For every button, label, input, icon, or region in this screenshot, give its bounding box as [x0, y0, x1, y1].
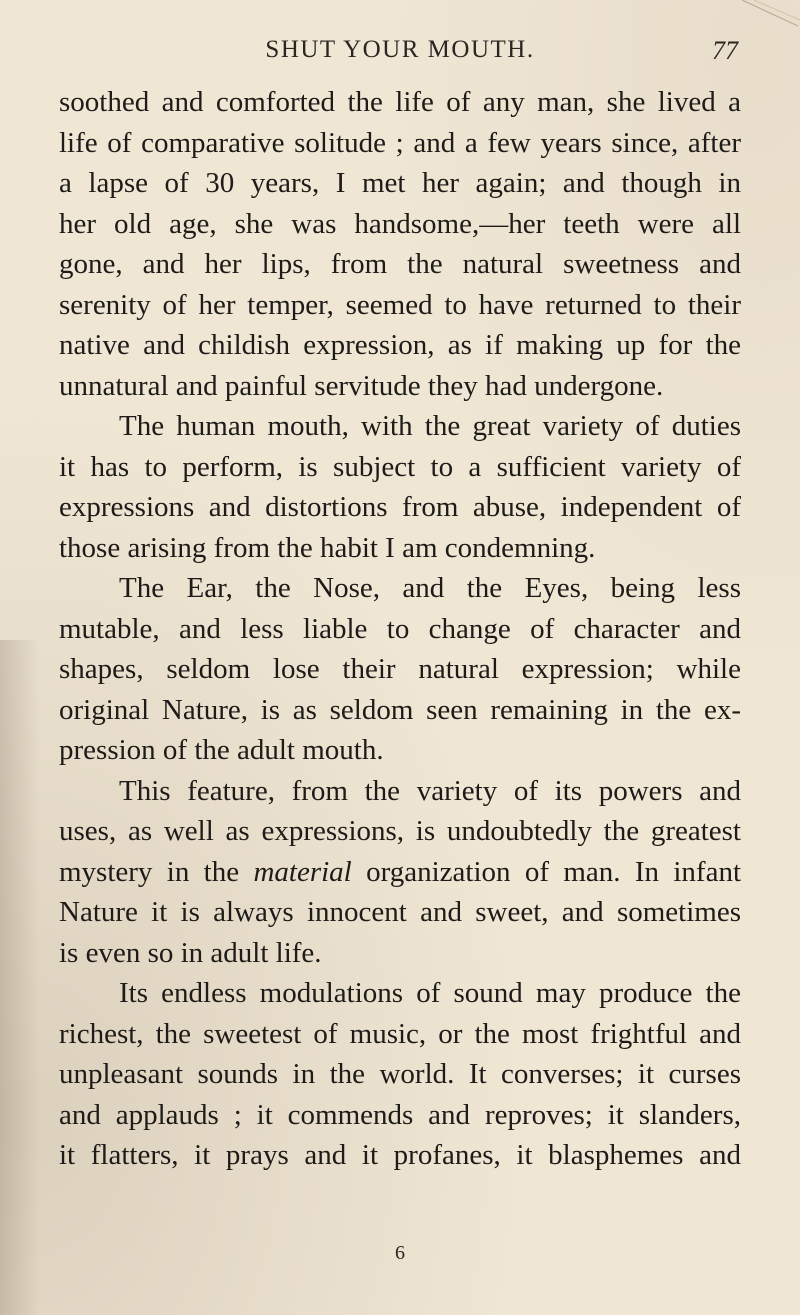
text-line: uses, as well as expressions, is undoubtedly the greatest [59, 815, 741, 847]
text-line: expressions and distortions from abuse, independent of [59, 491, 741, 523]
signature-mark: 6 [395, 1242, 405, 1264]
text-line: gone, and her lips, from the natural sweetness and [59, 248, 741, 280]
text-line: This feature, from the variety of its powers and [119, 774, 741, 807]
text-line: The human mouth, with the great variety of duties [119, 410, 741, 442]
text-line: richest, the sweetest of music, or the most frightful and [59, 1017, 741, 1050]
text-line: unnatural and painful servitude they had undergone. [59, 369, 664, 402]
page-corner-fold [740, 0, 800, 30]
page-number: 77 [712, 36, 738, 65]
text-line: Nature it is always innocent and sweet, and sometimes [59, 896, 741, 928]
text-line: unpleasant sounds in the world. It converses; it curses [59, 1058, 741, 1090]
text-segment: mystery in the [59, 855, 254, 888]
text-line: Its endless modulations of sound may produce the [119, 977, 741, 1009]
text-line: and applauds ; it commends and reproves; it slanders, [59, 1098, 741, 1131]
text-line: soothed and comforted the life of any man, she lived a [59, 86, 741, 118]
page-edge-shadow [0, 640, 40, 1315]
italic-word: material [253, 855, 352, 888]
text-line [59, 852, 741, 893]
text-line: is even so in adult life. [59, 936, 322, 969]
text-line: it flatters, it prays and it profanes, it blasphemes and [59, 1139, 741, 1171]
text-line: native and childish expression, as if making up for the [59, 329, 741, 361]
text-line: it has to perform, is subject to a sufficient variety of [59, 450, 741, 483]
text-line: pression of the adult mouth. [59, 734, 384, 766]
body-text [59, 82, 741, 1176]
running-head [0, 36, 800, 72]
text-line: The Ear, the Nose, and the Eyes, being less [119, 572, 741, 604]
running-title: SHUT YOUR MOUTH. [265, 36, 535, 63]
text-line: mutable, and less liable to change of character and [59, 612, 741, 645]
text-line: life of comparative solitude ; and a few years since, after [59, 126, 741, 159]
text-line: shapes, seldom lose their natural expression; while [59, 653, 741, 685]
text-segment: organization of man. In infant [351, 855, 741, 888]
text-line: those arising from the habit I am condemning. [59, 531, 596, 564]
text-line: original Nature, is as seldom seen remaining in the ex- [59, 693, 741, 726]
text-line: serenity of her temper, seemed to have returned to their [59, 288, 741, 321]
text-line: her old age, she was handsome,—her teeth were all [59, 207, 741, 240]
text-line: a lapse of 30 years, I met her again; and though in [59, 167, 741, 199]
